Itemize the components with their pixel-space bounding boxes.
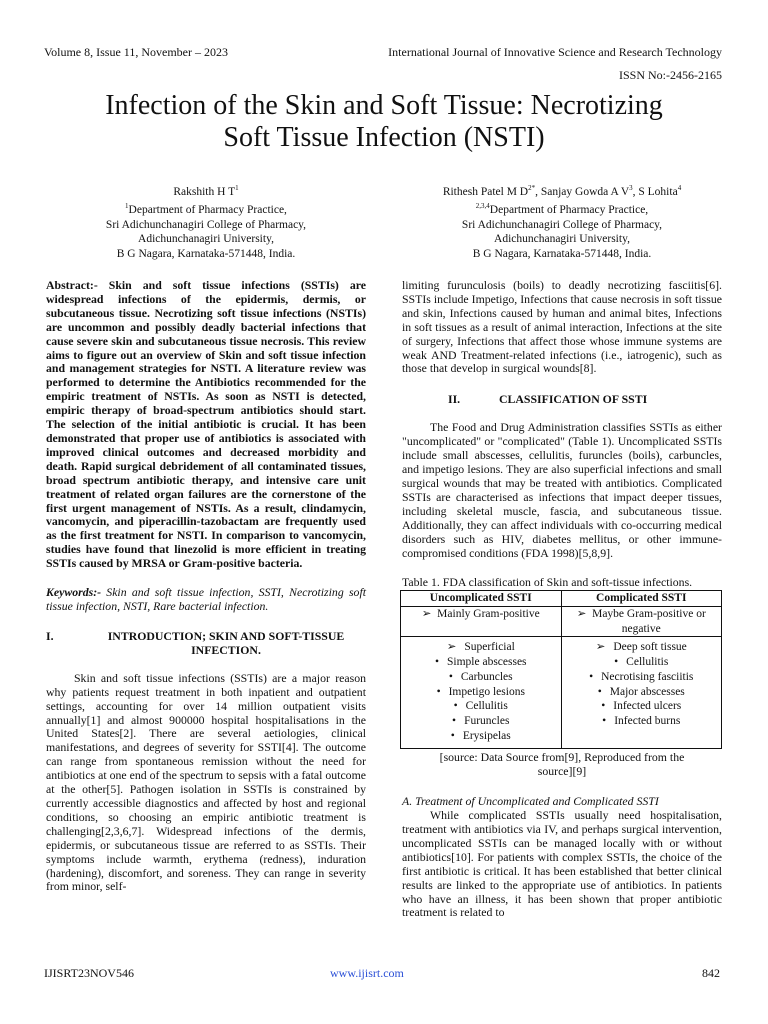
- arrow-bullet-icon: ➢: [576, 608, 587, 621]
- page-number: 842: [702, 966, 720, 980]
- table-cell: [561, 637, 722, 749]
- list-item: • Infected ulcers: [601, 700, 682, 713]
- bullet-icon: •: [602, 714, 607, 727]
- bullet-icon: •: [452, 714, 457, 727]
- table-header: Complicated SSTI: [561, 591, 722, 607]
- abstract: Abstract:- Skin and soft tissue infections (SSTIs) are widespread infections of the epidermis, dermis, or subcutaneous tissue. Necrotizing soft tissue infections (NSTIs) are uncommon and possibly deadly bacterial infections that cause severe skin and subcutaneous tissue necrosis. This review aims to figure out an overview of Skin and soft tissue infection and management strategies for NSTI. A literature review was performed to determine the Antibiotics recommended for the empiric treatment of NSTIs. As soon as NSTI is detected, empiric therapy of broad-spectrum antibiotics should start. The selection of the initial antibiotic is crucial. It has been demonstrated that proper use of antibiotics is associated with improved clinical outcomes and decreased morbidity and death. Rapid surgical debridement of all contaminated tissues, broad spectrum antibiotic therapy, and intensive care unit treatment of related organ failures are the cornerstone of the first urgent management of NSTIs. As a result, clindamycin, vancomycin, and piperacillin-tazobactam are frequently used as the first treatment for NSTI. In comparison to vancomycin, studies have found that linezolid is more efficient in treating SSTIs caused by MRSA or Gram-positive bacteria.: [46, 278, 367, 571]
- affiliation-line: Department of Pharmacy Practice,: [489, 204, 649, 217]
- table-cell: ➢ Maybe Gram-positive or negative: [561, 607, 722, 637]
- affiliation-line: Adichunchanagiri University,: [138, 233, 274, 246]
- treatment-paragraph: While complicated SSTIs usually need hospitalisation, treatment with antibiotics via IV, and perhaps surgical intervention, uncomplicated SSTIs can be managed locally with or without antibiotics[10]. For patients with complex SSTIs, the choice of the first antibiotic is critical. It has been established that better clinical results are linked to the appropriate use of antibiotics. In patients who have an illness, it has been shown that proper antibiotic treatment is related to: [402, 808, 722, 920]
- affiliation-line: Adichunchanagiri University,: [494, 233, 630, 246]
- table-source: [source: Data Source from[9], Reproduced from the source][9]: [439, 750, 685, 779]
- affiliation-line: Sri Adichunchanagiri College of Pharmacy,: [105, 218, 307, 231]
- issn: ISSN No:-2456-2165: [618, 68, 722, 82]
- complicated-list: [564, 640, 720, 728]
- bullet-icon: •: [614, 656, 619, 669]
- table-caption: Table 1. FDA classification of Skin and soft-tissue infections.: [402, 575, 693, 590]
- classification-paragraph: The Food and Drug Administration classifies SSTIs as either "uncomplicated" or "complicated" (Table 1). Uncomplicated SSTIs include small abscesses, cellulitis, furuncles (boils), carbuncles, and impetigo lesions. They are also superficial infections and small surgical wounds that may be treated with antibiotics. Complicated SSTIs are characterised as infections that impact deeper tissues, including skeletal muscle, fascia, and subcutaneous tissue. Additionally, they can affect individuals with co-occurring medical disorders such as HIV, diabetes mellitus, or other immune-compromised conditions (FDA 1998)[5,8,9].: [402, 420, 722, 560]
- left-column: [46, 279, 366, 894]
- bullet-icon: •: [589, 670, 594, 683]
- bullet-icon: •: [450, 729, 455, 742]
- arrow-bullet-icon: ➢: [595, 641, 606, 654]
- paper-title: [40, 90, 728, 154]
- bullet-icon: •: [434, 656, 439, 669]
- affiliation-line: B G Nagara, Karnataka-571448, India.: [116, 247, 296, 260]
- table-cell: ➢ Mainly Gram-positive: [401, 607, 562, 637]
- author-left: Rakshith H $T^1$ $^1$Department of Pharmacy Practice, Sri Adichunchanagiri College of Pharmacy, Adichunchanagiri University, B G Nagara, Karnataka-571448, India.: [46, 181, 366, 261]
- bullet-icon: •: [601, 700, 606, 713]
- author-right: Rithesh Patel M $D^{2*}$, Sanjay Gowda A $V^3$, S Lohita$^4$ $^{2,3,4}$Department of Pharmacy Practice, Sri Adichunchanagiri College of Pharmacy, Adichunchanagiri University, B G Nagara, Karnataka-571448, India.: [402, 181, 722, 261]
- list-item: • Carbuncles: [448, 670, 513, 683]
- uncomplicated-list: [403, 640, 559, 743]
- intro-continued-paragraph: limiting furunculosis (boils) to deadly necrotizing fasciitis[6]. SSTIs include Impetigo, Infections that cause necrosis in soft tissue and skin, Infections caused by human and animal bites, Infections in soft tissues as a result of animal interaction, Infections at the site of surgery, Infections that affect those whose immune systems are weak AND Treatment-related infections (i.e., iatrogenic), such as those that develop in surgical wounds[8].: [402, 278, 722, 376]
- paper-id: IJISRT23NOV546: [44, 966, 134, 980]
- bullet-icon: •: [597, 685, 602, 698]
- list-item: • Cellulitis: [453, 700, 508, 713]
- journal-website-link[interactable]: www.ijisrt.com: [330, 966, 404, 980]
- affiliation-line: Sri Adichunchanagiri College of Pharmacy,: [461, 218, 663, 231]
- list-item: • Necrotising fasciitis: [589, 670, 694, 683]
- list-item: • Major abscesses: [597, 685, 685, 698]
- affiliation-line: B G Nagara, Karnataka-571448, India.: [472, 247, 652, 260]
- list-item: • Furuncles: [452, 714, 510, 727]
- journal-name: International Journal of Innovative Science and Research Technology: [388, 45, 722, 59]
- section-heading-2: II. CLASSIFICATION OF SSTI: [448, 392, 648, 407]
- intro-paragraph: Skin and soft tissue infections (SSTIs) are a major reason why patients request treatment in both inpatient and outpatient settings, accounting for over 14 million outpatient visits annually[1] and almost 900000 hospital hospitalisations in the United States[2]. There are several aetiologies, clinical manifestations, and degrees of severity for SSTI[4]. The outcome can range from spontaneous remission without the need for antibiotics at one end of the spectrum to sepsis with a fatal outcome at the other[5]. Pathogen isolation in SSTIs is constrained by currently accessible diagnostics and affected by host and regional conditions, so choosing an empiric antibiotic treatment is challenging[2,3,6,7]. Widespread infections of the dermis, epidermis, or subcutaneous tissue are referred to as SSTIs. Their symptoms include warmth, erythema (redness), induration (hardening), discomfort, and soreness. They can range in severity from minor, self-: [46, 670, 366, 894]
- affiliation-line: Department of Pharmacy Practice,: [128, 204, 287, 217]
- table-cell: [401, 637, 562, 749]
- list-item: • Erysipelas: [450, 729, 511, 742]
- list-item: ➢ Deep soft tissue: [595, 641, 687, 654]
- author-name: Rithesh Patel M D: [442, 185, 529, 198]
- title-line-2: Soft Tissue Infection (NSTI): [223, 122, 545, 153]
- title-line-1: Infection of the Skin and Soft Tissue: Necrotizing: [105, 90, 663, 121]
- list-item: • Impetigo lesions: [436, 685, 525, 698]
- issue-info: Volume 8, Issue 11, November – 2023: [44, 45, 228, 59]
- bullet-icon: •: [453, 700, 458, 713]
- list-item: • Simple abscesses: [434, 656, 527, 669]
- section-heading-1: I. INTRODUCTION; SKIN AND SOFT-TISSUE INFECTION.: [46, 628, 345, 657]
- table-header: Uncomplicated SSTI: [401, 591, 562, 607]
- bullet-icon: •: [448, 670, 453, 683]
- bullet-icon: •: [436, 685, 441, 698]
- list-item: • Infected burns: [602, 714, 681, 727]
- arrow-bullet-icon: ➢: [446, 641, 457, 654]
- subsection-heading: A. Treatment of Uncomplicated and Complicated SSTI: [402, 794, 659, 809]
- list-item: ➢ Superficial: [446, 641, 515, 654]
- list-item: • Cellulitis: [614, 656, 669, 669]
- keywords: Keywords:- Skin and soft tissue infection, SSTI, Necrotizing soft tissue infection, NSTI, Rare bacterial infection.: [46, 585, 367, 613]
- author-name: Rakshith H T: [173, 185, 236, 198]
- classification-table: [400, 590, 722, 749]
- right-column: [402, 279, 722, 920]
- arrow-bullet-icon: ➢: [421, 608, 432, 621]
